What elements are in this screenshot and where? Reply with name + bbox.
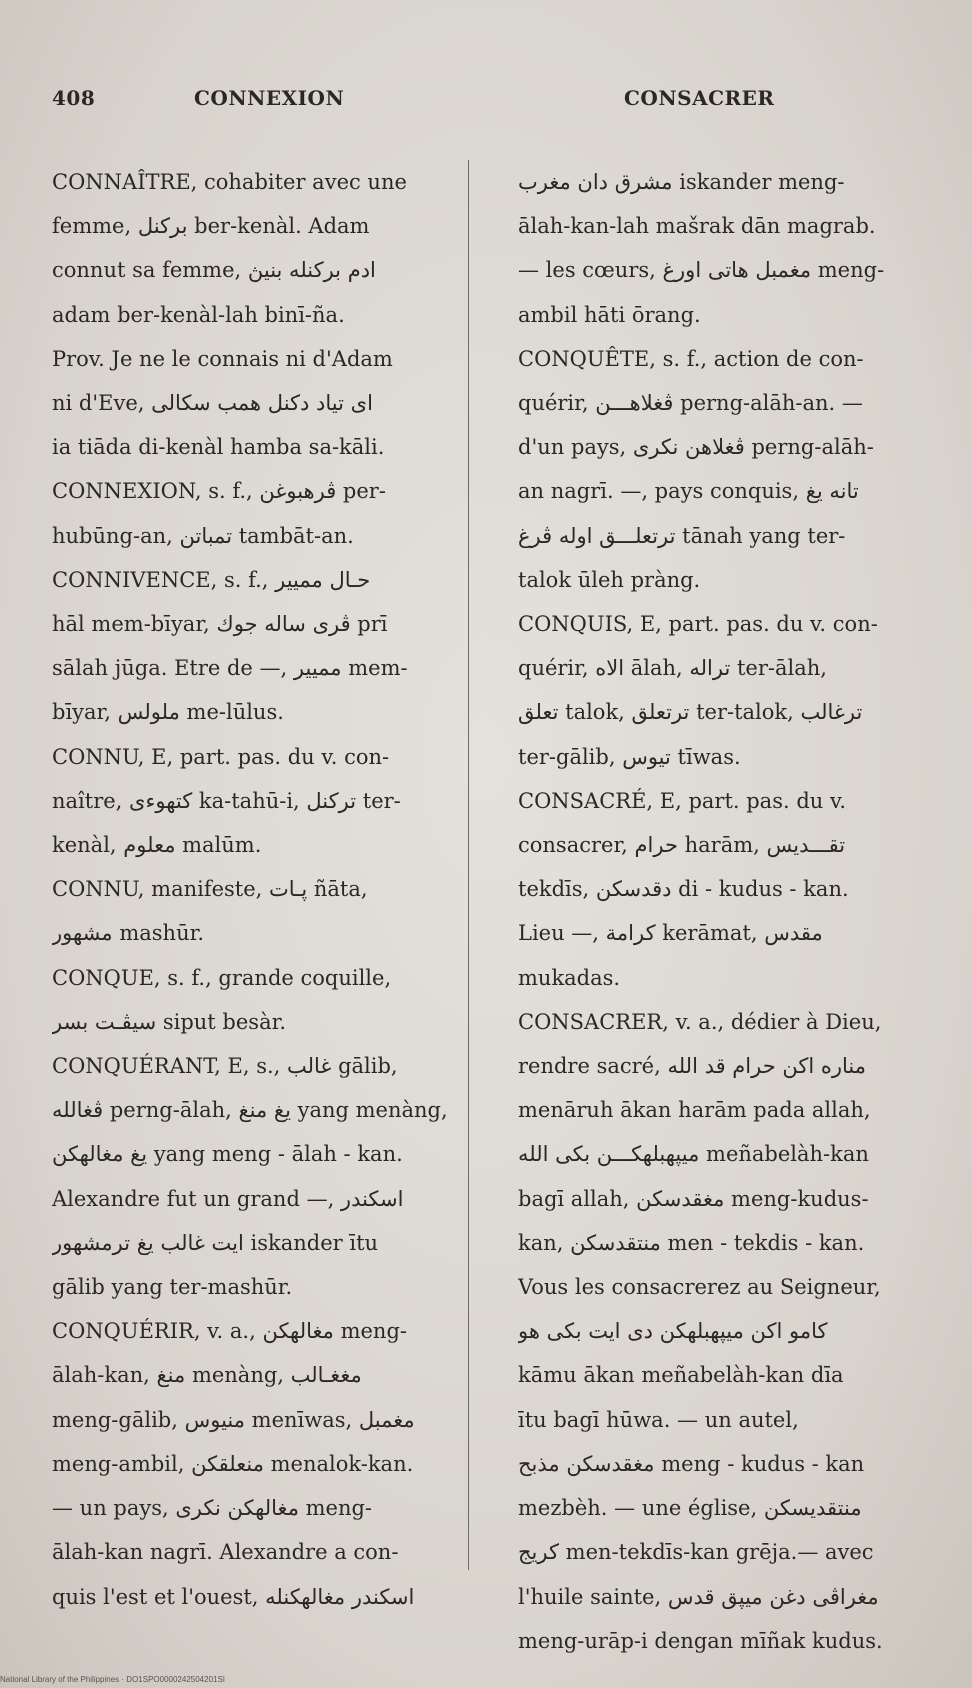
left-running-head: CONNEXION [194, 86, 345, 110]
text-line: مغقدسكن مذبح meng - kudus - kan [518, 1451, 865, 1476]
text-line: naître, كتهوءى ka-tahū-i, تركنل ter- [52, 788, 401, 813]
text-line: ميڽهبلهكـــن بكى الله meñabelàh-kan [518, 1142, 869, 1167]
library-footer: National Library of the Philippines · DO1SPO0000242504201SI [0, 1675, 226, 1684]
text-line: hāl mem-bīyar, ڤرى ساله جوك prī [52, 612, 388, 637]
text-line: mukadas. [518, 965, 621, 990]
right-column [518, 160, 890, 1663]
text-line: mezbèh. — une église, منتقديسكن [518, 1496, 862, 1521]
text-line: تعلق talok, ترتعلق ter-talok, ترغالب [518, 700, 863, 725]
text-line: gālib yang ter-mashūr. [52, 1275, 293, 1300]
text-line: kāmu ākan meñabelàh-kan dīa [518, 1363, 844, 1388]
text-line: CONQUE, s. f., grande coquille, [52, 965, 392, 990]
text-line: ambil hāti ōrang. [518, 302, 701, 327]
text-line: — un pays, مغالهكن نكرى meng- [52, 1496, 373, 1521]
page-number: 408 [52, 86, 96, 110]
text-line: femme, بركنل ber-kenàl. Adam [52, 214, 370, 239]
text-line: CONNU, manifeste, ڽـات ñāta, [52, 877, 368, 902]
left-column [52, 160, 452, 1619]
text-line: CONQUÉRANT, E, s., غالب gālib, [52, 1054, 398, 1079]
text-line: مشرق دان مغرب iskander meng- [518, 170, 845, 194]
text-line: CONNU, E, part. pas. du v. con- [52, 744, 390, 769]
text-line: CONNAÎTRE, cohabiter avec une [52, 170, 407, 194]
text-line: CONQUÉRIR, v. a., مغالهكن meng- [52, 1319, 407, 1344]
text-line: adam ber-kenàl-lah binī-ña. [52, 302, 345, 327]
text-line: tekdīs, دقدسكن di - kudus - kan. [518, 877, 849, 902]
text-line: CONQUÊTE, s. f., action de con- [518, 346, 864, 371]
text-line: ter-gālib, تيوس tīwas. [518, 744, 741, 769]
text-line: bagī allah, مغقدسكن meng-kudus- [518, 1186, 869, 1211]
text-line: CONNIVENCE, s. f., حـال مميير [52, 567, 371, 592]
text-line: ālah-kan nagrī. Alexandre a con- [52, 1540, 399, 1565]
text-line: ālah-kan-lah mašrak dān magrab. [518, 214, 876, 239]
text-line: كامو اكن ميڽهبلهكن دى ايت بكى هو [518, 1319, 828, 1344]
text-line: Prov. Je ne le connais ni d'Adam [52, 346, 393, 371]
text-line: سيڤـت بسر siput besàr. [52, 1009, 286, 1034]
text-line: kenàl, معلوم malūm. [52, 833, 262, 858]
text-line: ālah-kan, منغ menàng, مغغـالب [52, 1363, 362, 1388]
text-line: quérir, الاه ālah, تراله ter-ālah, [518, 656, 827, 681]
text-line: quérir, ڤغلاهـــن perng-alāh-an. — [518, 391, 863, 416]
text-line: كريج men-tekdīs-kan grēja.— avec [518, 1540, 874, 1565]
right-running-head: CONSACRER [624, 86, 775, 110]
text-line: connut sa femme, ادم بركنله بنيڽ [52, 258, 376, 283]
text-line: CONNEXION, s. f., ڤرهبوغن per- [52, 479, 386, 504]
text-line: ni d'Eve, اى تياد دكنل همب سكالى [52, 391, 373, 416]
text-line: d'un pays, ڤغلاهن نكرى perng-alāh- [518, 435, 874, 460]
text-line: CONSACRÉ, E, part. pas. du v. [518, 788, 847, 813]
text-line: Lieu —, كرامة kerāmat, مقدس [518, 921, 823, 946]
text-line: مشهور mashūr. [52, 921, 204, 946]
text-line: kan, منتقدسكن men - tekdis - kan. [518, 1230, 865, 1255]
text-line: hubūng-an, تمباتن tambāt-an. [52, 523, 354, 548]
text-line: menāruh ākan harām pada allah, [518, 1098, 871, 1123]
text-line: ia tiāda di-kenàl hamba sa-kāli. [52, 435, 385, 460]
text-line: — les cœurs, مغمبل هاتى اورغ meng- [518, 258, 885, 283]
text-line: Alexandre fut un grand —, اسكندر [52, 1186, 404, 1211]
text-line: meng-ambil, منعلقكن menalok-kan. [52, 1451, 414, 1476]
text-line: Vous les consacrerez au Seigneur, [518, 1275, 881, 1300]
text-line: an nagrī. —, pays conquis, تانه يغ [518, 479, 859, 504]
text-line: ītu bagī hūwa. — un autel, [518, 1407, 799, 1432]
text-line: ايت غالب يغ ترمشهور iskander ītu [52, 1230, 379, 1255]
text-line: sālah jūga. Etre de —, مميير mem- [52, 656, 408, 681]
text-line: quis l'est et l'ouest, اسكندر مغالهكنله [52, 1584, 415, 1609]
text-line: ترتعلـــق اوله ڤرغ tānah yang ter- [518, 523, 846, 548]
text-line: meng-urāp-i dengan mīñak kudus. [518, 1628, 883, 1653]
text-line: يغ مغالهكن yang meng - ālah - kan. [52, 1142, 403, 1167]
text-line: consacrer, حرام harām, تقـــديس [518, 833, 846, 858]
text-line: CONQUIS, E, part. pas. du v. con- [518, 612, 878, 637]
text-line: ڤغالله perng-ālah, يغ منغ yang menàng, [52, 1098, 448, 1123]
text-line: meng-gālib, منيوس menīwas, مغمبل [52, 1407, 415, 1432]
text-line: bīyar, ملولس me-lūlus. [52, 700, 284, 725]
text-line: l'huile sainte, مغراڤى دغن ميڽق قدس [518, 1584, 879, 1609]
text-line: CONSACRER, v. a., dédier à Dieu, [518, 1009, 882, 1034]
column-divider [468, 160, 469, 1570]
text-line: talok ūleh pràng. [518, 567, 701, 592]
text-line: rendre sacré, مناره اكن حرام قد الله [518, 1054, 867, 1079]
